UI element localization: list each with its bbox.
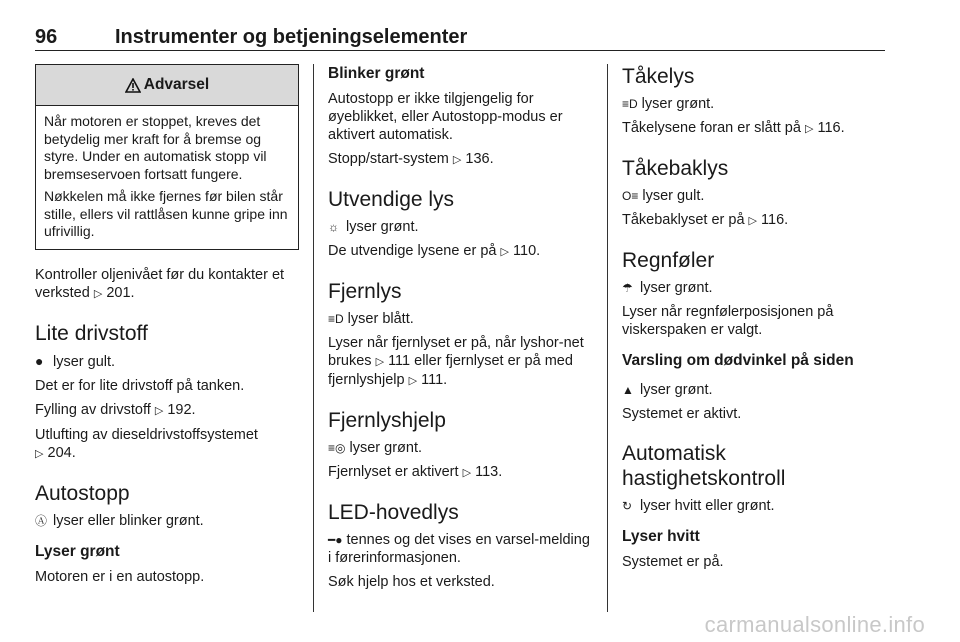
exterior-light-icon: ☼ (328, 220, 339, 234)
heading-autostop: Autostopp (35, 481, 130, 505)
warning-text-1: Når motoren er stoppet, kreves det betydelig mer kraft for å bremse og styre. Under en automatisk stopp vil bremseservoen fortsatt fungere. (44, 113, 267, 182)
low-fuel-text: Det er for lite drivstoff på tanken. (35, 377, 245, 394)
oil-check-text: Kontroller oljenivået før du kontakter et verksted ▷ 201. (35, 266, 285, 301)
warning-triangle-icon (125, 78, 141, 93)
autostop-status: Ⓐ lyser eller blinker grønt. (35, 512, 204, 529)
heading-rain-sensor: Regnføler (622, 249, 715, 272)
rain-sensor-icon: ☂ (622, 281, 633, 295)
heading-low-fuel: Lite drivstoff (35, 321, 148, 345)
blind-spot-icon: ▲ (622, 383, 634, 397)
page-header (35, 22, 885, 51)
rear-fog-status: O≡ lyser gult. (622, 188, 705, 204)
heading-adaptive-cruise: Automatisk hastighetskontroll (622, 442, 786, 490)
bleed-ref: Utlufting av dieseldrivstoffsystemet ▷ 204. (35, 426, 258, 461)
page-ref-icon: ▷ (500, 246, 509, 258)
low-fuel-status: ● lyser gult. (35, 352, 116, 370)
warning-box (35, 64, 299, 250)
cruise-text: Systemet er på. (622, 554, 724, 570)
page-ref-icon: ▷ (35, 447, 44, 460)
page-number: 96 (35, 26, 58, 48)
heading-led-headlights: LED-hovedlys (328, 501, 459, 524)
warning-title: Advarsel (143, 76, 210, 93)
hba-text: Fjernlyset er aktivert ▷ 113. (328, 464, 503, 480)
subheading-lights-green: Lyser grønt (35, 542, 120, 560)
column-divider-2 (607, 64, 608, 612)
exterior-status: ☼ lyser grønt. (328, 219, 419, 235)
page-title: Instrumenter og betjeningselementer (115, 26, 468, 48)
page-ref-icon: ▷ (452, 154, 462, 166)
page-ref-icon: ▷ (804, 123, 814, 135)
heading-exterior-lights: Utvendige lys (328, 188, 455, 211)
stopstart-ref: Stopp/start-system ▷ 136. (328, 151, 494, 167)
led-headlight-icon: ━● (328, 533, 343, 547)
oil-page-ref[interactable]: 201. (106, 284, 135, 301)
rain-status: ☂ lyser grønt. (622, 280, 713, 296)
blink-text: Autostopp er ikke tilgjengelig for øyeblikket, eller Autostopp-modus er aktivert automatisk. (328, 91, 563, 143)
page-ref-icon: ▷ (375, 356, 385, 368)
subheading-blinks-green: Blinker grønt (328, 65, 425, 82)
high-beam-status: ≡D lyser blått. (328, 311, 414, 327)
cruise-control-icon: ↻ (622, 499, 633, 513)
subheading-lights-white: Lyser hvitt (622, 528, 700, 545)
page-ref-icon: ▷ (748, 215, 758, 227)
rain-text: Lyser når regnfølerposisjonen på viskerspaken er valgt. (622, 304, 834, 338)
heading-rear-fog-light: Tåkebaklys (622, 157, 729, 180)
blind-spot-text: Systemet er aktivt. (622, 406, 742, 422)
page-ref-icon: ▷ (93, 287, 103, 300)
high-beam-icon: ≡D (328, 312, 344, 326)
blind-spot-status: ▲ lyser grønt. (622, 382, 713, 398)
heading-high-beam-assist: Fjernlyshjelp (328, 409, 446, 432)
page-ref-icon: ▷ (408, 375, 418, 387)
fog-text: Tåkelysene foran er slått på ▷ 116. (622, 120, 845, 136)
hba-status: ≡◎ lyser grønt. (328, 440, 422, 456)
heading-fog-lights: Tåkelys (622, 65, 695, 88)
page-ref-icon: ▷ (462, 467, 472, 479)
refill-ref: Fylling av drivstoff ▷ 192. (35, 401, 196, 418)
high-beam-text: Lyser når fjernlyset er på, når lyshor-net brukes ▷ 111 eller fjernlyset er på med fjernlyshjelp ▷ 111. (328, 335, 584, 388)
fuel-warning-dot-icon: ● (35, 352, 44, 369)
column-2 (328, 64, 590, 597)
fog-light-icon: ≡D (622, 97, 638, 111)
heading-blind-spot: Varsling om dødvinkel på siden (622, 352, 854, 369)
watermark: carmanualsonline.info (704, 612, 925, 637)
led-status: ━● tennes og det vises en varsel-melding i førerinformasjonen. (328, 532, 590, 566)
autostop-green-text: Motoren er i en autostopp. (35, 568, 205, 585)
exterior-text: De utvendige lysene er på ▷ 110. (328, 243, 541, 259)
fog-status: ≡D lyser grønt. (622, 96, 715, 112)
column-1 (35, 64, 299, 592)
rear-fog-text: Tåkebaklyset er på ▷ 116. (622, 212, 789, 228)
high-beam-assist-icon: ≡◎ (328, 441, 346, 455)
column-3 (622, 64, 886, 577)
warning-header (36, 65, 298, 106)
column-divider-1 (313, 64, 314, 612)
heading-high-beam: Fjernlys (328, 280, 402, 303)
cruise-status: ↻ lyser hvitt eller grønt. (622, 498, 775, 514)
warning-text-2: Nøkkelen må ikke fjernes før bilen står stille, ellers vil rattlåsen kunne gripe inn ufrivillig. (44, 188, 288, 239)
led-text: Søk hjelp hos et verksted. (328, 574, 495, 590)
page-ref-icon: ▷ (154, 404, 164, 417)
autostop-icon: Ⓐ (35, 513, 48, 528)
warning-body (36, 106, 298, 249)
rear-fog-light-icon: O≡ (622, 189, 639, 203)
